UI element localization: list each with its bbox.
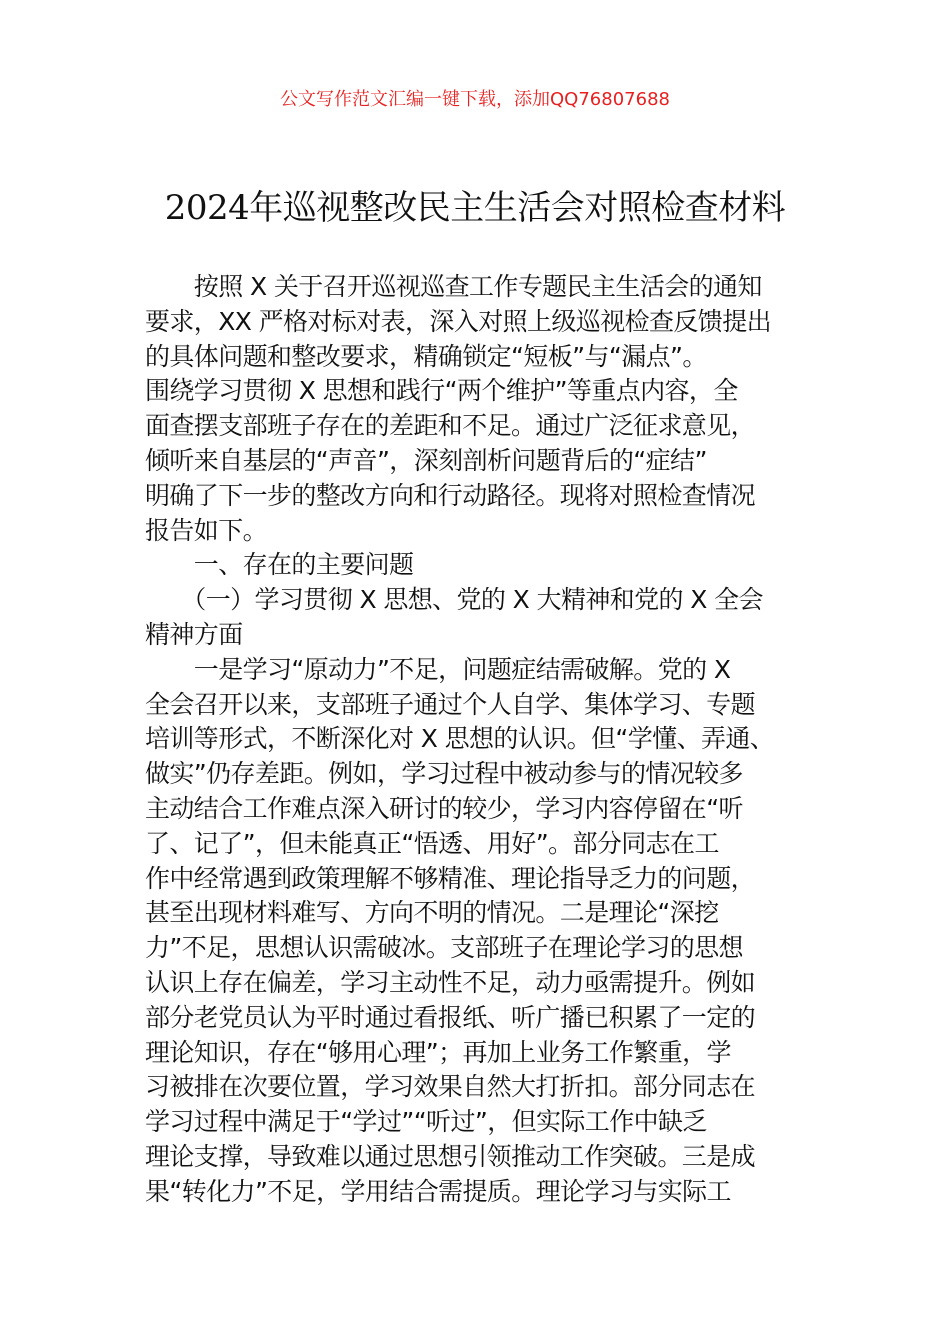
text-line: 精神方面 (145, 619, 243, 649)
text-line: 要求，XX 严格对标对表，深入对照上级巡视检查反馈提出 (145, 306, 772, 336)
document-title: 2024年巡视整改民主生活会对照检查材料 (164, 188, 786, 228)
text-line: 报告如下。 (145, 515, 268, 545)
text-line: 围绕学习贯彻 X 思想和践行“两个维护”等重点内容，全 (145, 376, 738, 406)
text-line: 理论知识，存在“够用心理”；再加上业务工作繁重，学 (145, 1037, 731, 1067)
text-line: 学习过程中满足于“学过”“听过”，但实际工作中缺乏 (145, 1107, 707, 1137)
text-line: 作中经常遇到政策理解不够精准、理论指导乏力的问题， (145, 863, 756, 893)
text-line: 部分老党员认为平时通过看报纸、听广播已积累了一定的 (145, 1002, 756, 1032)
text-line: 培训等形式，不断深化对 X 思想的认识。但“学懂、弄通、 (145, 724, 775, 754)
text-line: 主动结合工作难点深入研讨的较少，学习内容停留在“听 (145, 793, 743, 823)
text-line: 了、记了”，但未能真正“悟透、用好”。部分同志在工 (145, 828, 719, 858)
text-line: 理论支撑，导致难以通过思想引领推动工作突破。三是成 (145, 1141, 756, 1171)
text-line: （一）学习贯彻 X 思想、党的 X 大精神和党的 X 全会 (145, 585, 763, 615)
text-line: 果“转化力”不足，学用结合需提质。理论学习与实际工 (145, 1176, 731, 1206)
text-line: 习被排在次要位置，学习效果自然大打折扣。部分同志在 (145, 1072, 756, 1102)
text-line: 倾听来自基层的“声音”，深刻剖析问题背后的“症结” (145, 445, 707, 475)
text-line: 全会召开以来，支部班子通过个人自学、集体学习、专题 (145, 689, 756, 719)
text-line: 做实”仍存差距。例如，学习过程中被动参与的情况较多 (145, 759, 743, 789)
text-line: 力”不足，思想认识需破冰。支部班子在理论学习的思想 (145, 933, 743, 963)
text-line: 一是学习“原动力”不足，问题症结需破解。党的 X (145, 654, 731, 684)
text-line: 认识上存在偏差，学习主动性不足，动力亟需提升。例如 (145, 967, 756, 997)
text-line: 面查摆支部班子存在的差距和不足。通过广泛征求意见， (145, 411, 756, 441)
text-line: 的具体问题和整改要求，精确锁定“短板”与“漏点”。 (145, 341, 707, 371)
text-line: 按照 X 关于召开巡视巡查工作专题民主生活会的通知 (145, 272, 762, 301)
text-line: 明确了下一步的整改方向和行动路径。现将对照检查情况 (145, 480, 756, 510)
document-body (145, 270, 810, 1210)
promo-header: 公文写作范文汇编一键下载，添加QQ76807688 (280, 89, 670, 110)
text-line: 甚至出现材料难写、方向不明的情况。二是理论“深挖 (145, 898, 719, 928)
text-line: 一、存在的主要问题 (145, 550, 414, 580)
